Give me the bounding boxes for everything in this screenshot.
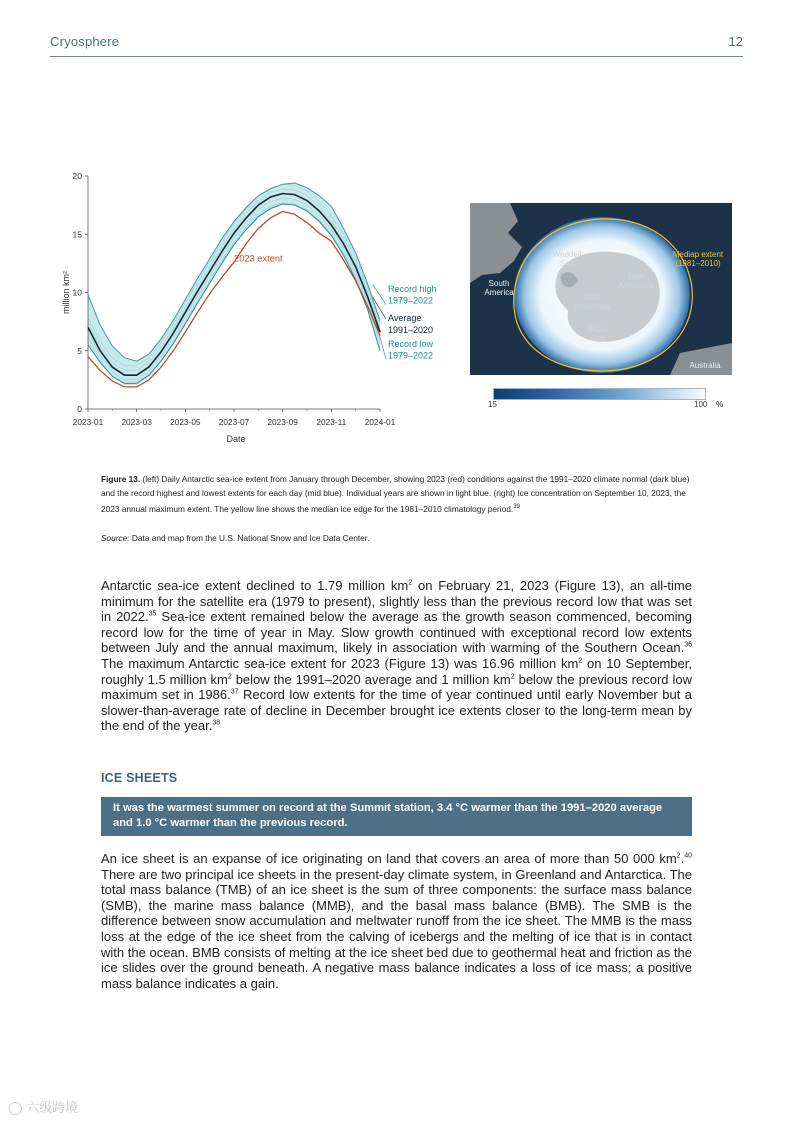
record-high-line [88,183,380,361]
sea-ice-extent-chart [55,160,455,460]
para1-text-3: Sea-ice extent remained below the average as the growth season commenced, becoming record low for the time of year in May. Slow growth continued with exceptional record low extents between July and the annual maximum, likely in association with warming of the Southern Ocean. [101,609,693,656]
x-tick-label: 2024-01 [364,417,396,427]
x-axis-title: Date [226,434,246,444]
para1-text-2: on February 21, 2023 (Figure 13), an all-time minimum for the satellite era (1979 to present), slightly less than the previous record low that was set in 2022. [101,578,692,625]
y-tick-label: 10 [72,287,82,298]
west-antarctica-label: West Antarctica [574,293,610,311]
reference-38: 38 [212,720,221,728]
x-tick-label: 2023-03 [121,417,152,427]
legend-label: Record high [388,284,437,295]
section-title-ice-sheets: ICE SHEETS [101,771,178,785]
individual-year-line-4 [88,184,380,366]
para1-text-7: below the previous record low maximum set in 1986. [101,671,693,703]
x-tick-label: 2023-07 [218,417,250,427]
colorbar-unit: % [716,400,724,409]
superscript-2: 2 [676,852,681,860]
page-number: 12 [728,34,743,49]
x-tick-label: 2023-09 [267,417,298,427]
para2-text-3: There are two principal ice sheets in the present-day climate system, in Greenland and Antarctica. The total mass balance (TMB) of an ice sheet is the sum of three components: the surface mass balance (SMB), the marine mass balance (MMB), and the basal mass balance (BMB). The SMB is the difference between snow accumulation and meltwater runoff from the ice sheet. The MMB is the mass loss at the edge of the ice sheet from the calving of icebergs and the melting of ice that is in contact with the ocean. BMB consists of melting at the ice sheet bed due to geothermal heat and friction as the ice slides over the ground beneath. A negative mass balance indicates a loss of ice mass; a positive mass balance indicates a gain. [101,866,692,991]
superscript-2: 2 [227,673,232,681]
para1-text-8: Record low extents for the time of year continued until early November but a slower-than-average rate of decline in December brought ice extents closer to the long-term mean by the end of the year. [101,687,692,734]
x-tick-label: 2023-01 [72,417,104,427]
legend-label: Record low [388,338,434,349]
reference-37: 37 [230,688,239,696]
y-tick-label: 20 [72,171,82,181]
superscript-2: 2 [408,579,413,587]
chart-series [88,183,380,387]
caption-text: (left) Daily Antarctic sea-ice extent from January through December, showing 2023 (red) conditions against the 1991–2020 climate normal (dark blue) and the record highest and lowest extents for each day (mid blue). Individual years are shown in light blue. (right) Ice concentration on September 10, 2023, the 2023 annual maximum extent. The yellow line shows the median ice edge for the 1981–2010 climatology period. [101,474,690,514]
watermark-logo: ◯ 六级跨境 [8,1100,79,1115]
page-header [50,34,743,57]
y-tick-label: 5 [77,345,82,356]
caption-ref: 39 [513,504,520,510]
key-finding-callout: It was the warmest summer on record at the Summit station, 3.4 °C warmer than the 1991–2020 average and 1.0 °C warmer than the previous record. [101,797,692,836]
watermark-text: 六级跨境 [26,1100,79,1115]
reference-40: 40 [684,852,692,860]
para1-text-4: The maximum Antarctic sea-ice extent for 2023 (Figure 13) was 16.96 million km [101,655,579,671]
reference-36: 36 [684,642,692,650]
para1-text-5: on 10 September, roughly 1.5 million km [101,655,692,687]
legend-label: 1991–2020 [388,324,434,335]
source-text: Data and map from the U.S. National Snow and Ice Data Center. [129,533,370,543]
figure-caption [101,472,691,516]
historical-range-band [88,183,380,385]
superscript-2: 2 [510,673,515,681]
annotation-2023-extent: 2023 extent [234,253,283,264]
y-axis-title: million km² [61,270,71,315]
median-extent-label: Mediap extent (1981–2010) [672,250,724,268]
y-tick-label: 0 [77,404,82,414]
para1-text-1: Antarctic sea-ice extent declined to 1.79 million km [101,578,409,593]
superscript-2: 2 [578,657,583,665]
figure-source [101,533,369,543]
south-america-label: South America [484,279,514,297]
section-name: Cryosphere [50,34,120,49]
ice-sheets-paragraph [101,851,692,991]
caption-label: Figure 13. [101,474,141,484]
legend-label: 1979–2022 [388,350,434,361]
australia-label: Australia [689,361,721,370]
ice-concentration-colorbar [493,388,706,400]
record-range-fill [88,183,380,383]
legend-label: 1979–2022 [388,295,434,306]
x-tick-label: 2023-05 [170,417,201,427]
legend-leader-high [373,284,386,304]
colorbar-max: 100 [694,400,708,409]
para1-text-6: below the 1991–2020 average and 1 million km [231,671,511,687]
weddell-sea-label: Weddell Sea [552,250,582,268]
source-label: Source: [101,533,130,543]
para2-text-2: . [680,851,685,866]
y-tick-label: 15 [72,229,82,240]
reference-35: 35 [148,610,157,618]
ross-sea-label: Ross Sea [588,325,608,343]
sea-ice-paragraph [101,578,692,734]
east-antarctica-label: East Antarctica [618,272,654,290]
legend-label: Average [388,313,422,324]
x-tick-label: 2023-11 [316,417,347,427]
antarctic-ice-map [470,203,732,375]
para2-text-1: An ice sheet is an expanse of ice originating on land that covers an area of more than 50 000 km [101,851,677,866]
colorbar-min: 15 [488,400,497,409]
